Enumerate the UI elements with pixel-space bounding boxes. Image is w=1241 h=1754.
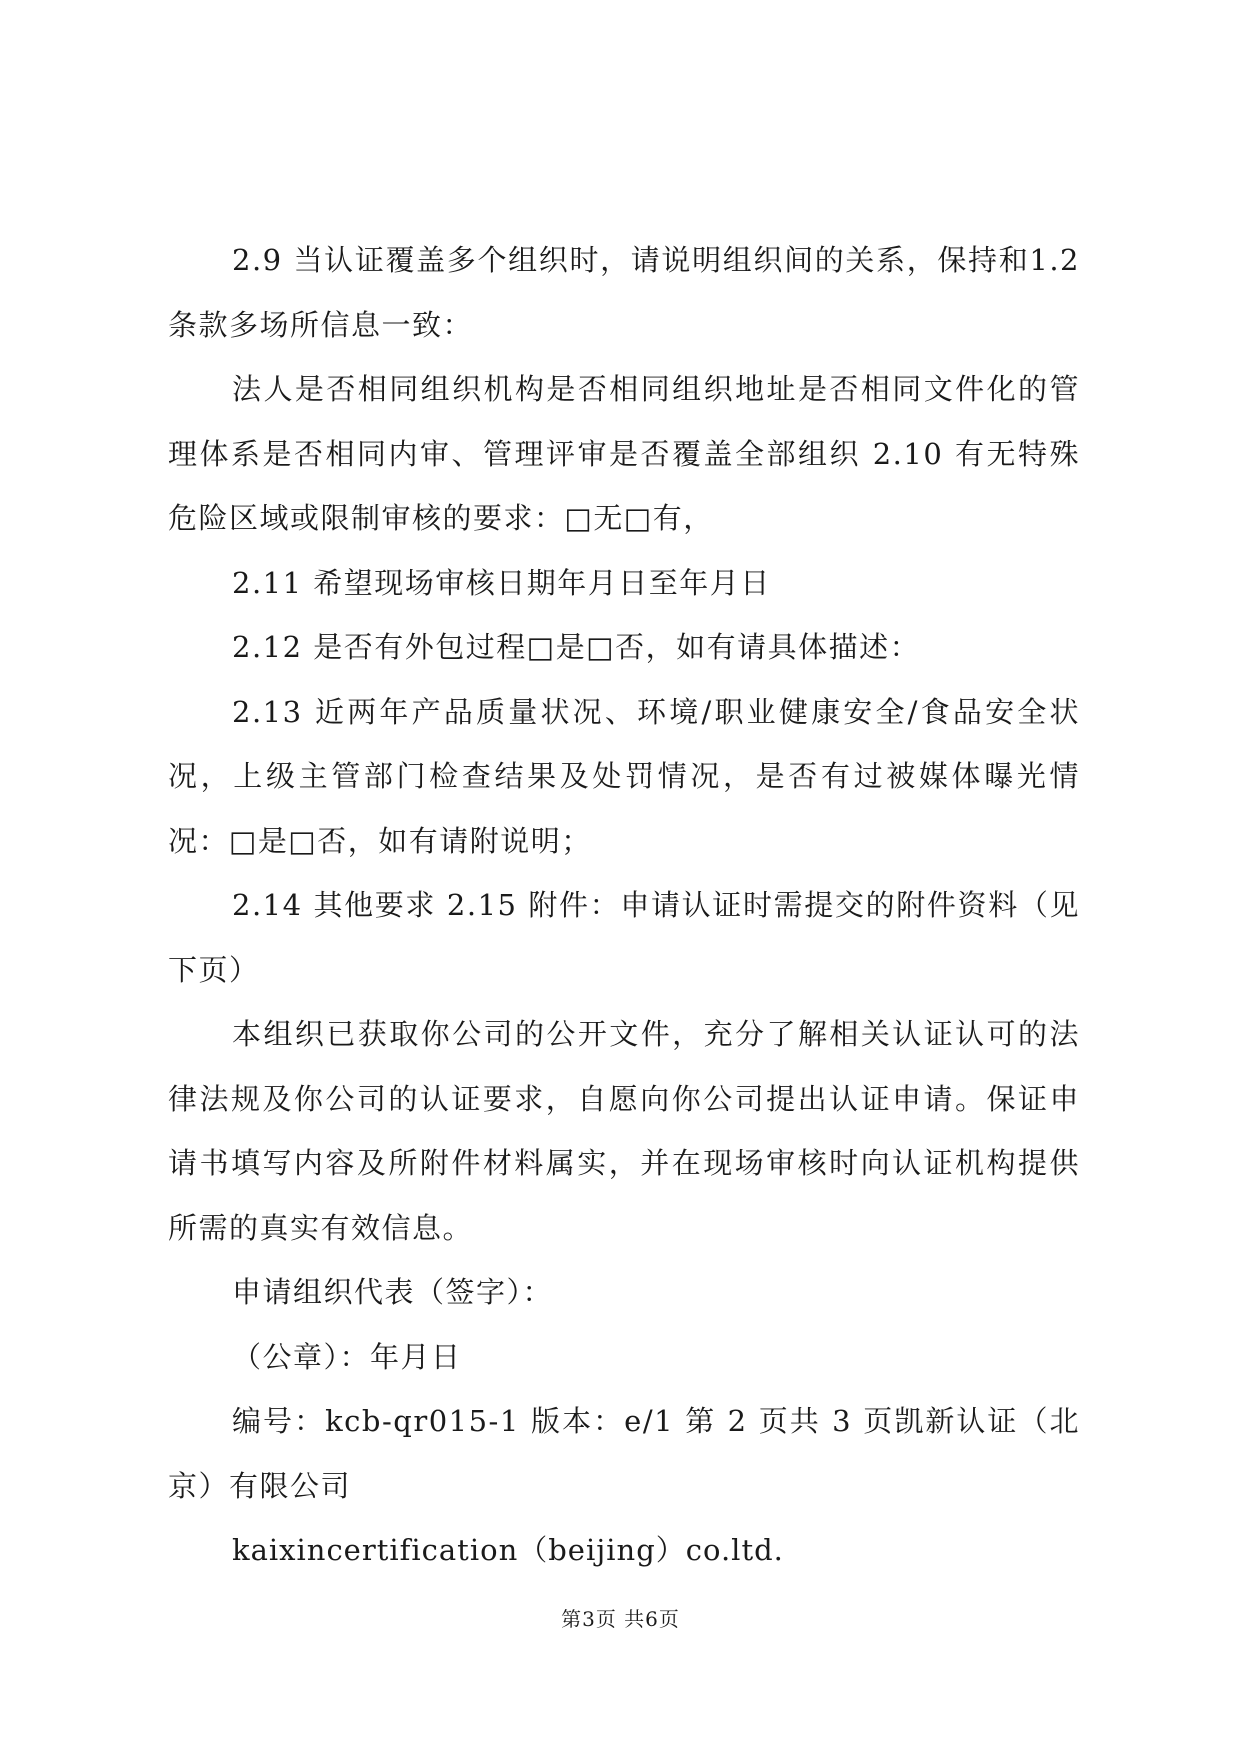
page-number-footer: 第3页 共6页 [561,1607,680,1631]
paragraph-2-11: 2.11 希望现场审核日期年月日至年月日 [232,565,771,600]
document-number-line: 编号：kcb-qr015-1 版本：e/1 第 2 页共 3 页凯新认证（北京）有限公司 [168,1404,1080,1503]
paragraph-2-12: 2.12 是否有外包过程□是□否，如有请具体描述： [232,630,921,664]
paragraph-2-14-2-15: 2.14 其他要求 2.15 附件：申请认证时需提交的附件资料（见下页） [168,888,1080,987]
paragraph-declaration: 本组织已获取你公司的公开文件，充分了解相关认证认可的法律法规及你公司的认证要求，自愿向你公司提出认证申请。保证申请书填写内容及所附件材料属实，并在现场审核时向认证机构提供所需的真实有效信息。 [168,1017,1080,1245]
paragraph-2-13: 2.13 近两年产品质量状况、环境/职业健康安全/食品安全状况，上级主管部门检查结果及处罚情况，是否有过被媒体曝光情况：□是□否，如有请附说明； [168,694,1080,858]
document-body [168,228,1080,1583]
paragraph-legal-entity-2-10: 法人是否相同组织机构是否相同组织地址是否相同文件化的管理体系是否相同内审、管理评审是否覆盖全部组织 2.10 有无特殊危险区域或限制审核的要求：□无□有， [168,372,1080,535]
seal-date-line: （公章）：年月日 [232,1339,462,1374]
paragraph-2-9: 2.9 当认证覆盖多个组织时，请说明组织间的关系，保持和1.2 条款多场所信息一致： [168,243,1080,342]
signature-line: 申请组织代表（签字）： [232,1275,554,1309]
company-english-name: kaixincertification（beijing）co.ltd. [232,1533,784,1567]
